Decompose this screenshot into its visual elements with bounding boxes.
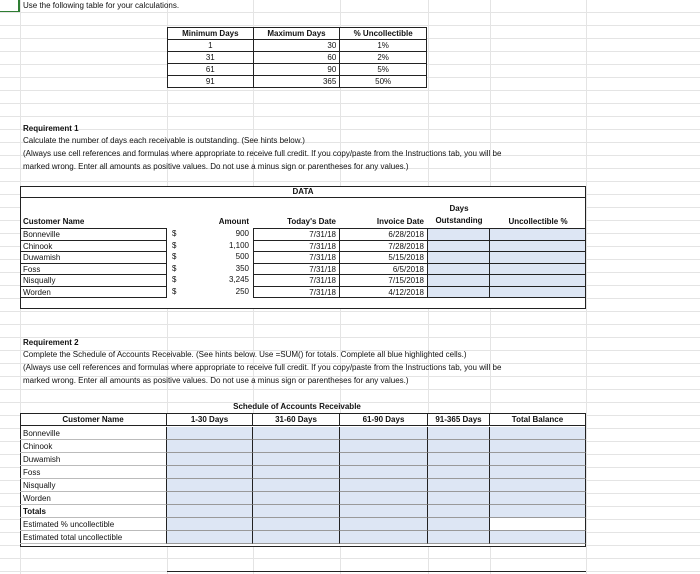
schedule-input-cell[interactable] bbox=[167, 479, 253, 492]
table-row bbox=[168, 40, 427, 52]
schedule-input-cell[interactable] bbox=[253, 531, 340, 544]
days-outstanding-input[interactable] bbox=[428, 228, 490, 240]
bottom-border bbox=[167, 571, 586, 572]
schedule-input-cell[interactable] bbox=[490, 466, 586, 479]
lookup-min[interactable]: 31 bbox=[168, 52, 254, 64]
schedule-input-cell[interactable] bbox=[167, 505, 253, 518]
col-header-days-line1: Days bbox=[449, 204, 469, 213]
schedule-row-label[interactable]: Estimated total uncollectible bbox=[20, 531, 167, 544]
lookup-min[interactable]: 1 bbox=[168, 40, 254, 52]
schedule-input-cell[interactable] bbox=[340, 466, 428, 479]
uncollectible-input[interactable] bbox=[490, 240, 586, 252]
req2-line2[interactable]: (Always use cell references and formulas where appropriate to receive full credit. If you copy/paste from the Instructions tab, you will be bbox=[23, 363, 502, 372]
today-cell[interactable]: 7/31/18 bbox=[253, 240, 340, 252]
schedule-input-cell[interactable] bbox=[428, 531, 490, 544]
uncollectible-input[interactable] bbox=[490, 228, 586, 240]
table-row bbox=[168, 52, 427, 64]
customer-cell[interactable]: Nisqually bbox=[20, 274, 167, 286]
schedule-input-cell[interactable] bbox=[490, 492, 586, 505]
schedule-input-cell[interactable] bbox=[428, 479, 490, 492]
sched-header-61-90[interactable]: 61-90 Days bbox=[340, 413, 428, 426]
schedule-input-cell[interactable] bbox=[428, 453, 490, 466]
req2-line1[interactable]: Complete the Schedule of Accounts Receivable. (See hints below. Use =SUM() for totals. Complete all blue highlighted cells.) bbox=[23, 350, 467, 359]
lookup-min[interactable]: 91 bbox=[168, 76, 254, 88]
req2-line3[interactable]: marked wrong. Enter all amounts as positive values. Do not use a minus sign or parentheses for any values.) bbox=[23, 376, 409, 385]
schedule-input-cell[interactable] bbox=[490, 518, 586, 531]
uncollectible-input[interactable] bbox=[490, 263, 586, 275]
invoice-cell[interactable]: 7/15/2018 bbox=[340, 274, 428, 286]
req1-line1[interactable]: Calculate the number of days each receivable is outstanding. (See hints below.) bbox=[23, 136, 305, 145]
schedule-input-cell[interactable] bbox=[490, 453, 586, 466]
schedule-input-cell[interactable] bbox=[428, 440, 490, 453]
req1-title[interactable]: Requirement 1 bbox=[23, 124, 79, 133]
today-cell[interactable]: 7/31/18 bbox=[253, 263, 340, 275]
schedule-input-cell[interactable] bbox=[340, 440, 428, 453]
lookup-header-pct[interactable]: % Uncollectible bbox=[340, 28, 427, 40]
schedule-input-cell[interactable] bbox=[340, 479, 428, 492]
schedule-input-cell[interactable] bbox=[253, 505, 340, 518]
today-cell[interactable]: 7/31/18 bbox=[253, 274, 340, 286]
schedule-row-label[interactable]: Chinook bbox=[20, 440, 167, 453]
schedule-input-cell[interactable] bbox=[167, 427, 253, 440]
lookup-min[interactable]: 61 bbox=[168, 64, 254, 76]
days-outstanding-input[interactable] bbox=[428, 251, 490, 263]
lookup-table bbox=[167, 27, 427, 88]
lookup-max[interactable]: 365 bbox=[253, 76, 340, 88]
sched-header-31-60[interactable]: 31-60 Days bbox=[253, 413, 340, 426]
today-cell[interactable]: 7/31/18 bbox=[253, 251, 340, 263]
currency-symbol: $ bbox=[172, 275, 177, 285]
sched-header-total[interactable]: Total Balance bbox=[490, 413, 586, 426]
req1-line2[interactable]: (Always use cell references and formulas where appropriate to receive full credit. If you copy/paste from the Instructions tab, you will be bbox=[23, 149, 502, 158]
customer-cell[interactable]: Duwamish bbox=[20, 251, 167, 263]
schedule-input-cell[interactable] bbox=[253, 427, 340, 440]
lookup-header-min[interactable]: Minimum Days bbox=[168, 28, 254, 40]
invoice-cell[interactable]: 6/5/2018 bbox=[340, 263, 428, 275]
col-header-amount[interactable]: Amount bbox=[218, 217, 249, 226]
amount-cell[interactable]: 900 bbox=[235, 229, 249, 238]
schedule-input-cell[interactable] bbox=[253, 453, 340, 466]
invoice-cell[interactable]: 6/28/2018 bbox=[340, 228, 428, 240]
customer-cell[interactable]: Bonneville bbox=[20, 228, 167, 240]
col-header-days[interactable] bbox=[428, 203, 490, 227]
invoice-cell[interactable]: 5/15/2018 bbox=[340, 251, 428, 263]
schedule-input-cell[interactable] bbox=[428, 505, 490, 518]
sched-header-1-30[interactable]: 1-30 Days bbox=[167, 413, 253, 426]
schedule-input-cell[interactable] bbox=[490, 505, 586, 518]
lookup-pct[interactable]: 50% bbox=[340, 76, 427, 88]
schedule-input-cell[interactable] bbox=[490, 440, 586, 453]
customer-cell[interactable]: Worden bbox=[20, 286, 167, 298]
currency-symbol: $ bbox=[172, 252, 177, 262]
schedule-input-cell[interactable] bbox=[340, 453, 428, 466]
schedule-input-cell[interactable] bbox=[167, 531, 253, 544]
schedule-row-label[interactable]: Nisqually bbox=[20, 479, 167, 492]
invoice-cell[interactable]: 7/28/2018 bbox=[340, 240, 428, 252]
lookup-pct[interactable]: 1% bbox=[340, 40, 427, 52]
days-outstanding-input[interactable] bbox=[428, 286, 490, 298]
schedule-input-cell[interactable] bbox=[167, 440, 253, 453]
req1-line3[interactable]: marked wrong. Enter all amounts as positive values. Do not use a minus sign or parentheses for any values.) bbox=[23, 162, 409, 171]
customer-cell[interactable]: Foss bbox=[20, 263, 167, 275]
schedule-input-cell[interactable] bbox=[167, 492, 253, 505]
amount-cell[interactable]: 3,245 bbox=[228, 275, 249, 285]
schedule-input-cell[interactable] bbox=[490, 427, 586, 440]
schedule-input-cell[interactable] bbox=[253, 518, 340, 531]
col-header-days-line2: Outstanding bbox=[435, 216, 483, 225]
schedule-row-label[interactable]: Bonneville bbox=[20, 427, 167, 440]
schedule-input-cell[interactable] bbox=[167, 466, 253, 479]
schedule-input-cell[interactable] bbox=[253, 479, 340, 492]
schedule-input-cell[interactable] bbox=[340, 518, 428, 531]
currency-symbol: $ bbox=[172, 240, 177, 250]
invoice-cell[interactable]: 4/12/2018 bbox=[340, 286, 428, 298]
col-header-customer[interactable]: Customer Name bbox=[23, 217, 85, 226]
amount-cell[interactable]: 500 bbox=[235, 252, 249, 262]
customer-cell[interactable]: Chinook bbox=[20, 240, 167, 252]
schedule-row-label[interactable]: Worden bbox=[20, 492, 167, 505]
schedule-row-label[interactable]: Duwamish bbox=[20, 453, 167, 466]
uncollectible-input[interactable] bbox=[490, 251, 586, 263]
uncollectible-input[interactable] bbox=[490, 274, 586, 286]
schedule-input-cell[interactable] bbox=[340, 505, 428, 518]
schedule-input-cell[interactable] bbox=[253, 492, 340, 505]
schedule-input-cell[interactable] bbox=[253, 466, 340, 479]
lookup-pct[interactable]: 5% bbox=[340, 64, 427, 76]
schedule-input-cell[interactable] bbox=[340, 427, 428, 440]
intro-text[interactable]: Use the following table for your calculations. bbox=[23, 1, 180, 10]
col-header-today[interactable]: Today's Date bbox=[287, 217, 336, 226]
currency-symbol: $ bbox=[172, 263, 177, 273]
amount-cell[interactable]: 1,100 bbox=[228, 240, 249, 250]
table-row bbox=[168, 76, 427, 88]
currency-symbol: $ bbox=[172, 287, 177, 296]
table-row bbox=[168, 64, 427, 76]
lookup-max[interactable]: 90 bbox=[253, 64, 340, 76]
schedule-input-cell[interactable] bbox=[490, 479, 586, 492]
sched-header-customer[interactable]: Customer Name bbox=[20, 413, 167, 426]
lookup-max[interactable]: 60 bbox=[253, 52, 340, 64]
schedule-row-label[interactable]: Totals bbox=[20, 505, 167, 518]
schedule-row-label[interactable]: Foss bbox=[20, 466, 167, 479]
uncollectible-input[interactable] bbox=[490, 286, 586, 298]
schedule-input-cell[interactable] bbox=[253, 440, 340, 453]
schedule-input-cell[interactable] bbox=[428, 466, 490, 479]
schedule-input-cell[interactable] bbox=[428, 518, 490, 531]
days-outstanding-input[interactable] bbox=[428, 274, 490, 286]
today-cell[interactable]: 7/31/18 bbox=[253, 286, 340, 298]
col-header-uncollectible[interactable]: Uncollectible % bbox=[508, 217, 568, 226]
data-title[interactable]: DATA bbox=[20, 186, 586, 198]
col-header-invoice[interactable]: Invoice Date bbox=[376, 217, 424, 226]
active-cell-underline bbox=[0, 11, 20, 12]
schedule-input-cell[interactable] bbox=[428, 427, 490, 440]
sched-header-91-365[interactable]: 91-365 Days bbox=[428, 413, 490, 426]
req2-title[interactable]: Requirement 2 bbox=[23, 338, 79, 347]
lookup-pct[interactable]: 2% bbox=[340, 52, 427, 64]
today-cell[interactable]: 7/31/18 bbox=[253, 228, 340, 240]
lookup-header-max[interactable]: Maximum Days bbox=[253, 28, 340, 40]
lookup-max[interactable]: 30 bbox=[253, 40, 340, 52]
days-outstanding-input[interactable] bbox=[428, 240, 490, 252]
schedule-input-cell[interactable] bbox=[490, 531, 586, 544]
schedule-row-label[interactable]: Estimated % uncollectible bbox=[20, 518, 167, 531]
schedule-input-cell[interactable] bbox=[428, 492, 490, 505]
schedule-input-cell[interactable] bbox=[167, 453, 253, 466]
schedule-input-cell[interactable] bbox=[340, 531, 428, 544]
schedule-input-cell[interactable] bbox=[340, 492, 428, 505]
schedule-title[interactable]: Schedule of Accounts Receivable bbox=[167, 401, 427, 414]
schedule-input-cell[interactable] bbox=[167, 518, 253, 531]
currency-symbol: $ bbox=[172, 229, 177, 238]
days-outstanding-input[interactable] bbox=[428, 263, 490, 275]
amount-cell[interactable]: 250 bbox=[235, 287, 249, 296]
amount-cell[interactable]: 350 bbox=[235, 263, 249, 273]
